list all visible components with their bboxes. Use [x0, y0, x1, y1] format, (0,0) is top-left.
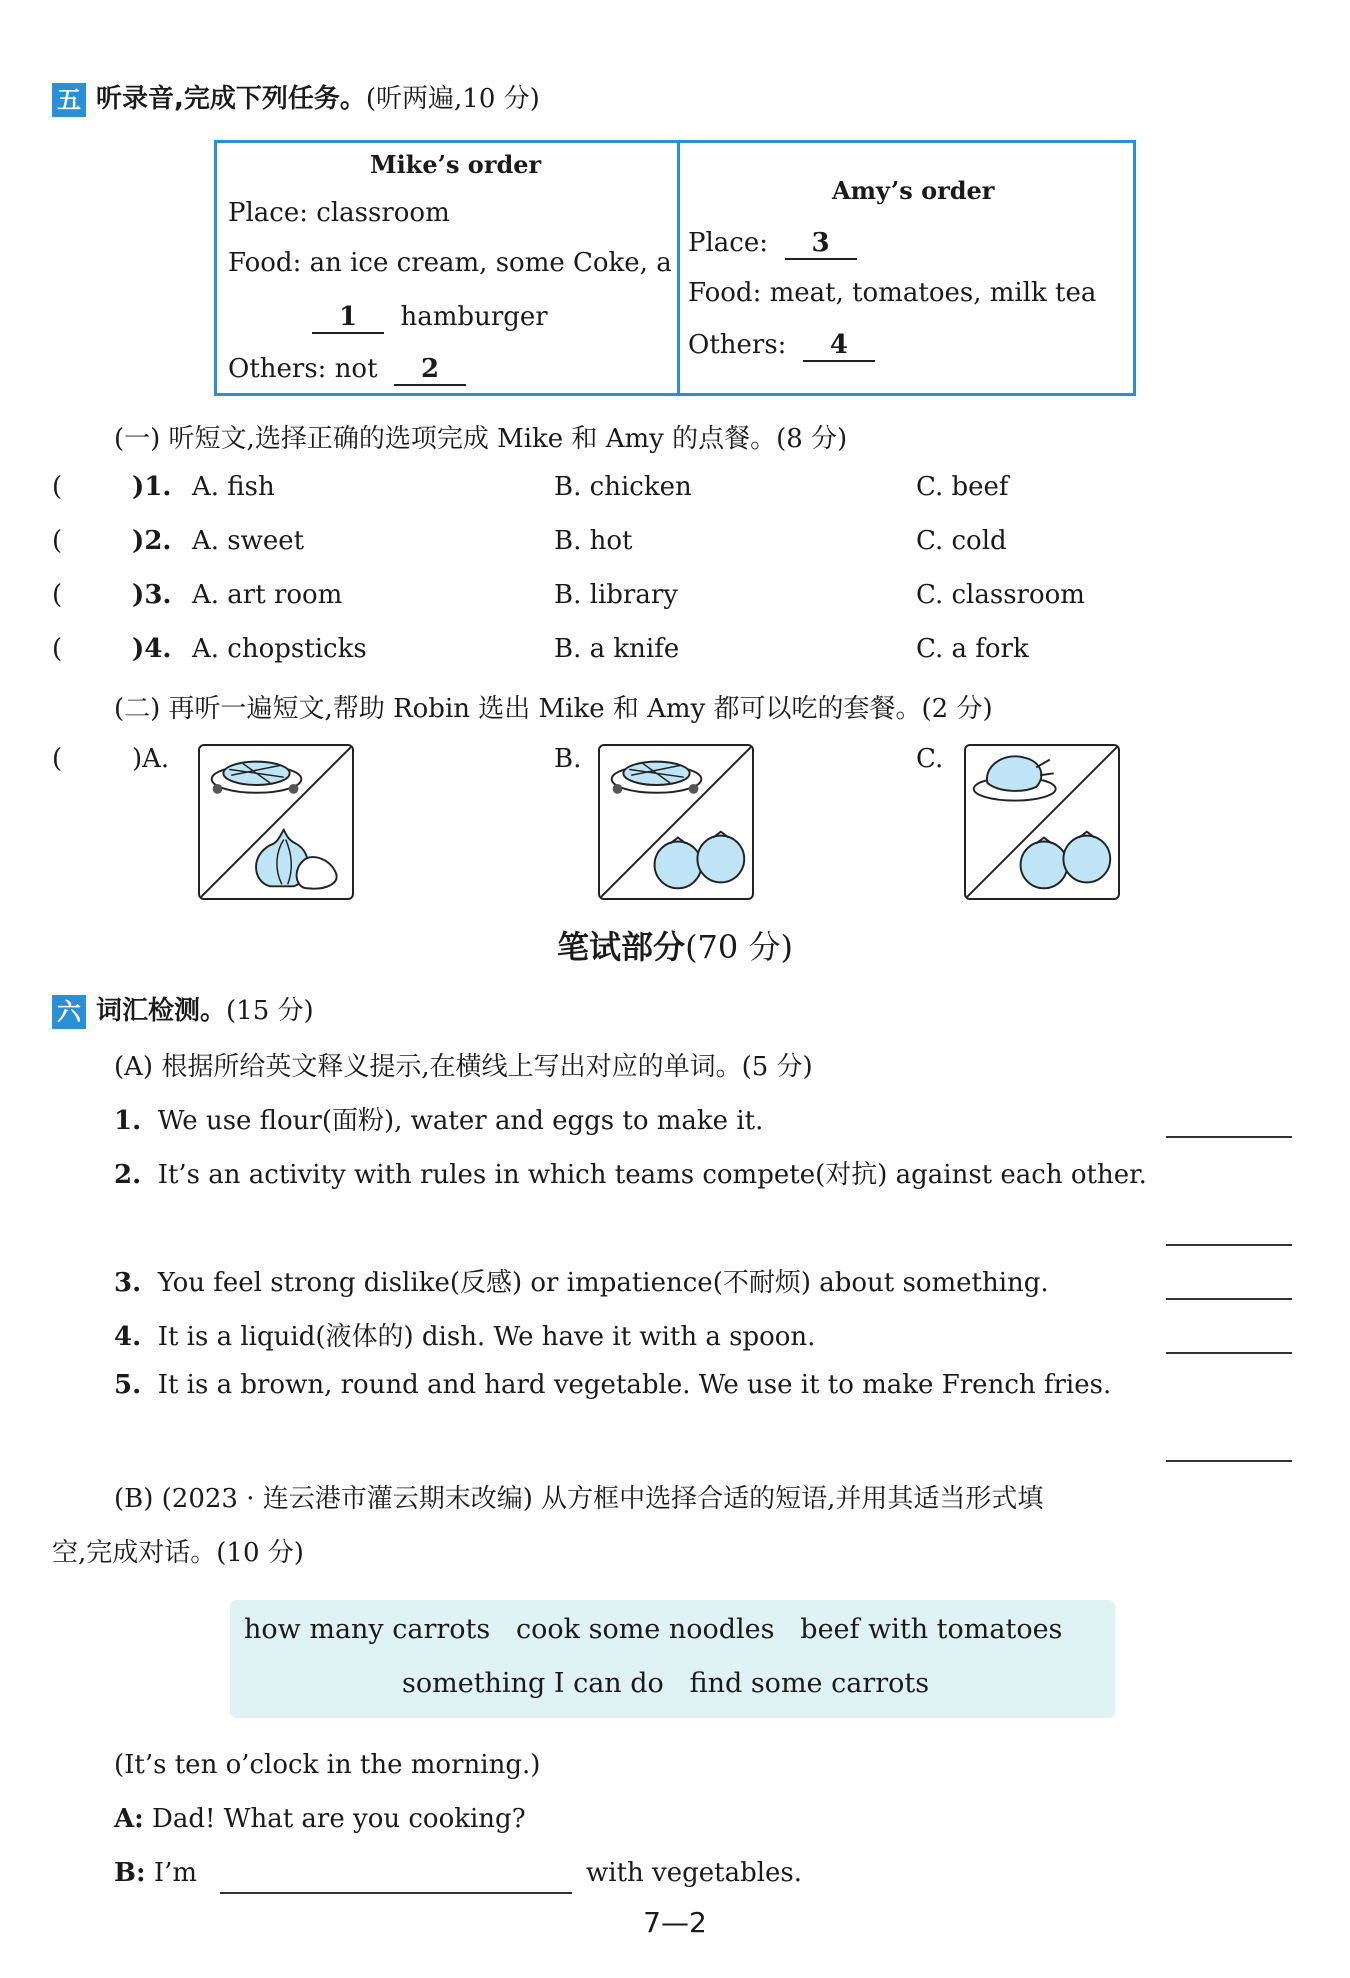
item-2-number: 2. — [114, 1160, 142, 1190]
q2-option-c[interactable]: C. cold — [916, 526, 1007, 556]
q3-paren-open[interactable]: ( — [52, 580, 63, 610]
section-6-header — [52, 990, 314, 1029]
phrase-how-many-carrots: how many carrots — [244, 1614, 491, 1645]
item-1-text: We use flour(面粉), water and eggs to make it. — [157, 1106, 764, 1136]
q4-option-a[interactable]: A. chopsticks — [192, 634, 367, 664]
option-b-picture[interactable] — [598, 744, 754, 900]
part2-option-c-label: C. — [916, 744, 944, 774]
vocab-item-3 — [114, 1262, 1049, 1299]
mike-food: Food: an ice cream, some Coke, a — [228, 248, 672, 278]
roast-chicken-icon — [974, 756, 1056, 800]
phrase-row-2 — [402, 1668, 929, 1699]
section-5-title: 听录音,完成下列任务。 — [96, 84, 366, 114]
q3-num — [132, 580, 171, 610]
section-5-note: (听两遍,10 分) — [365, 84, 540, 114]
steak-tomato-illustration — [600, 746, 752, 898]
section-6-note: (15 分) — [226, 996, 314, 1026]
q3-option-b[interactable]: B. library — [554, 580, 678, 610]
q2-paren-open[interactable]: ( — [52, 526, 63, 556]
part2-paren-open[interactable]: ( — [52, 744, 63, 774]
dialogue-line-a — [114, 1804, 526, 1834]
blank-4[interactable]: 4 — [803, 330, 875, 362]
item-4-text: It is a liquid(液体的) dish. We have it with a spoon. — [157, 1322, 816, 1352]
q4-num — [132, 634, 171, 664]
blank-1[interactable]: 1 — [312, 302, 384, 334]
answer-line-3[interactable] — [1166, 1298, 1292, 1300]
q3-paren-close: ) — [132, 580, 145, 610]
item-1-number: 1. — [114, 1106, 142, 1136]
item-5-number: 5. — [114, 1370, 142, 1400]
answer-line-5[interactable] — [1166, 1460, 1292, 1462]
part2-option-b-label: B. — [554, 744, 582, 774]
part2-instruction: (二) 再听一遍短文,帮助 Robin 选出 Mike 和 Amy 都可以吃的套餐。(2 分) — [114, 694, 993, 724]
q1-number: 1. — [144, 472, 172, 502]
phrase-something-i-can-do: something I can do — [402, 1668, 664, 1699]
section-5-header — [52, 78, 540, 117]
section-5-badge: 五 — [52, 83, 86, 117]
answer-line-4[interactable] — [1166, 1352, 1292, 1354]
item-4-number: 4. — [114, 1322, 142, 1352]
table-divider — [677, 143, 680, 393]
written-score: (70 分) — [685, 928, 793, 966]
q2-paren-close: ) — [132, 526, 145, 556]
mike-others-label: Others: not — [228, 354, 378, 384]
steak-icon — [212, 762, 302, 794]
q4-option-c[interactable]: C. a fork — [916, 634, 1029, 664]
q1-paren-close: ) — [132, 472, 145, 502]
item-2-text: It’s an activity with rules in which teams compete(对抗) against each other. — [157, 1160, 1147, 1190]
answer-line-1[interactable] — [1166, 1136, 1292, 1138]
dialogue-blank-1[interactable] — [220, 1892, 572, 1894]
answer-line-2[interactable] — [1166, 1244, 1292, 1246]
written-title: 笔试部分 — [557, 928, 686, 966]
line-b-pre: I’m — [153, 1858, 198, 1888]
q3-option-a[interactable]: A. art room — [192, 580, 343, 610]
onion-icon — [256, 830, 337, 889]
mike-place: Place: classroom — [228, 198, 450, 228]
section-6-badge: 六 — [52, 995, 86, 1029]
speaker-b: B: — [114, 1858, 146, 1888]
phrase-beef-with-tomatoes: beef with tomatoes — [800, 1614, 1063, 1645]
q1-paren-open[interactable]: ( — [52, 472, 63, 502]
vocab-item-2 — [114, 1154, 1147, 1191]
q2-number: 2. — [144, 526, 172, 556]
part2-option-a-label — [132, 744, 169, 774]
line-b-post: with vegetables. — [586, 1858, 803, 1888]
speaker-a: A: — [114, 1804, 144, 1834]
blank-2[interactable]: 2 — [394, 354, 466, 386]
vocab-item-5 — [114, 1370, 1111, 1400]
mike-food-cont — [312, 302, 548, 334]
page-number: 7—2 — [643, 1906, 707, 1939]
amy-place — [688, 228, 857, 260]
q4-paren-close: ) — [132, 634, 145, 664]
amy-order-heading: Amy’s order — [832, 176, 995, 205]
mike-order-heading: Mike’s order — [370, 150, 542, 179]
item-3-number: 3. — [114, 1268, 142, 1298]
q4-option-b[interactable]: B. a knife — [554, 634, 680, 664]
phrase-find-some-carrots: find some carrots — [689, 1668, 930, 1699]
section-6-title: 词汇检测。 — [96, 996, 227, 1026]
item-5-text: It is a brown, round and hard vegetable. We use it to make French fries. — [157, 1370, 1112, 1400]
tomato-icon — [655, 832, 745, 889]
part2-paren-close: ) — [132, 744, 143, 774]
option-a-picture[interactable] — [198, 744, 354, 900]
q1-option-a[interactable]: A. fish — [192, 472, 275, 502]
vocab-item-1 — [114, 1100, 763, 1137]
tomato-icon — [1021, 832, 1111, 889]
q3-number: 3. — [144, 580, 172, 610]
phrase-cook-some-noodles: cook some noodles — [516, 1614, 775, 1645]
mike-food-hamburger: hamburger — [400, 302, 548, 332]
partB-instruction-line2: 空,完成对话。(10 分) — [52, 1538, 304, 1568]
q3-option-c[interactable]: C. classroom — [916, 580, 1085, 610]
q2-option-a[interactable]: A. sweet — [192, 526, 305, 556]
part1-instruction: (一) 听短文,选择正确的选项完成 Mike 和 Amy 的点餐。(8 分) — [114, 424, 848, 454]
dialogue-context: (It’s ten o’clock in the morning.) — [114, 1750, 541, 1780]
option-a-letter: A. — [142, 744, 170, 774]
steak-onion-illustration — [200, 746, 352, 898]
steak-icon — [612, 762, 702, 794]
amy-place-label: Place: — [688, 228, 769, 258]
q2-option-b[interactable]: B. hot — [554, 526, 633, 556]
written-section-heading — [0, 922, 1350, 968]
partA-instruction: (A) 根据所给英文释义提示,在横线上写出对应的单词。(5 分) — [114, 1052, 813, 1082]
amy-others — [688, 330, 875, 362]
vocab-item-4 — [114, 1316, 815, 1353]
phrase-row-1 — [244, 1614, 1062, 1645]
amy-food: Food: meat, tomatoes, milk tea — [688, 278, 1097, 308]
q1-option-c[interactable]: C. beef — [916, 472, 1009, 502]
item-3-text: You feel strong dislike(反感) or impatience(不耐烦) about something. — [157, 1268, 1049, 1298]
partB-instruction-line1: (B) (2023 · 连云港市灌云期末改编) 从方框中选择合适的短语,并用其适当形式填 — [114, 1484, 1044, 1514]
amy-others-label: Others: — [688, 330, 787, 360]
line-a-text: Dad! What are you cooking? — [152, 1804, 526, 1834]
option-c-picture[interactable] — [964, 744, 1120, 900]
q1-option-b[interactable]: B. chicken — [554, 472, 692, 502]
dialogue-line-b — [114, 1858, 197, 1888]
chicken-tomato-illustration — [966, 746, 1118, 898]
blank-3[interactable]: 3 — [785, 228, 857, 260]
mike-others — [228, 354, 466, 386]
q4-paren-open[interactable]: ( — [52, 634, 63, 664]
q4-number: 4. — [144, 634, 172, 664]
q2-num — [132, 526, 171, 556]
q1-num — [132, 472, 171, 502]
